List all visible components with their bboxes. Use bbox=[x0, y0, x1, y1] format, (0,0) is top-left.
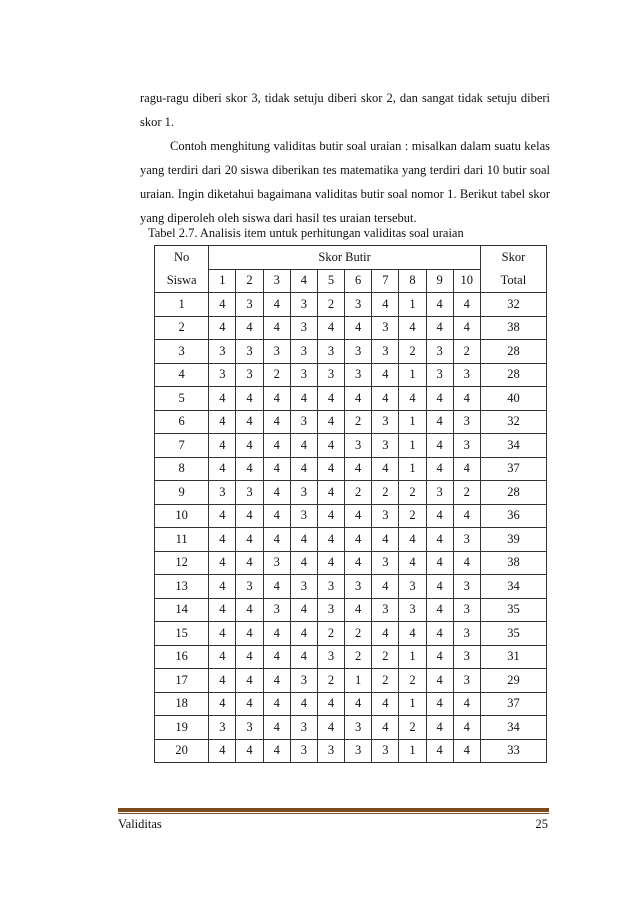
score-cell: 2 bbox=[345, 410, 372, 434]
score-cell: 3 bbox=[399, 598, 426, 622]
score-cell: 4 bbox=[263, 575, 290, 599]
table-row bbox=[155, 645, 547, 669]
score-cell: 4 bbox=[236, 645, 263, 669]
score-cell: 4 bbox=[317, 716, 344, 740]
score-cell: 4 bbox=[209, 528, 236, 552]
score-cell: 2 bbox=[453, 481, 480, 505]
total-score-cell: 29 bbox=[480, 669, 546, 693]
score-cell: 4 bbox=[399, 622, 426, 646]
score-cell: 4 bbox=[236, 739, 263, 763]
score-cell: 4 bbox=[317, 457, 344, 481]
score-cell: 2 bbox=[399, 504, 426, 528]
score-cell: 4 bbox=[317, 551, 344, 575]
score-cell: 3 bbox=[290, 739, 317, 763]
score-cell: 3 bbox=[453, 645, 480, 669]
table-row bbox=[155, 340, 547, 364]
score-cell: 3 bbox=[399, 575, 426, 599]
score-cell: 4 bbox=[263, 387, 290, 411]
score-cell: 1 bbox=[399, 363, 426, 387]
header-item-6: 6 bbox=[345, 269, 372, 293]
score-cell: 3 bbox=[453, 528, 480, 552]
score-cell: 4 bbox=[426, 434, 453, 458]
score-cell: 4 bbox=[290, 692, 317, 716]
score-cell: 4 bbox=[426, 692, 453, 716]
score-cell: 1 bbox=[399, 457, 426, 481]
score-cell: 4 bbox=[317, 504, 344, 528]
table-header-row-1 bbox=[155, 246, 547, 270]
score-cell: 3 bbox=[372, 316, 399, 340]
score-cell: 4 bbox=[209, 645, 236, 669]
header-item-2: 2 bbox=[236, 269, 263, 293]
table-caption: Tabel 2.7. Analisis item untuk perhitungan validitas soal uraian bbox=[148, 226, 464, 240]
score-cell: 2 bbox=[317, 293, 344, 317]
table-row bbox=[155, 457, 547, 481]
score-cell: 1 bbox=[399, 645, 426, 669]
student-number-cell: 16 bbox=[155, 645, 209, 669]
score-cell: 4 bbox=[263, 457, 290, 481]
score-cell: 3 bbox=[263, 598, 290, 622]
paragraph-example: Contoh menghitung validitas butir soal uraian : misalkan dalam suatu kelas yang terdiri dari 20 siswa diberikan tes matematika yang terdiri dari 10 butir soal uraian. Ingin diketahui bagaimana validitas butir soal nomor 1. Berikut tabel skor yang diperoleh oleh siswa dari hasil tes uraian tersebut. bbox=[140, 139, 550, 225]
score-cell: 4 bbox=[345, 504, 372, 528]
total-score-cell: 28 bbox=[480, 363, 546, 387]
score-cell: 4 bbox=[426, 645, 453, 669]
score-cell: 3 bbox=[372, 551, 399, 575]
score-cell: 4 bbox=[426, 598, 453, 622]
score-cell: 4 bbox=[372, 363, 399, 387]
score-cell: 4 bbox=[372, 575, 399, 599]
score-cell: 4 bbox=[236, 504, 263, 528]
score-cell: 4 bbox=[345, 692, 372, 716]
score-cell: 4 bbox=[290, 622, 317, 646]
score-cell: 4 bbox=[426, 528, 453, 552]
score-cell: 4 bbox=[209, 504, 236, 528]
score-cell: 3 bbox=[236, 481, 263, 505]
score-cell: 3 bbox=[345, 340, 372, 364]
score-cell: 4 bbox=[236, 598, 263, 622]
student-number-cell: 9 bbox=[155, 481, 209, 505]
footer-rule-thin bbox=[118, 813, 549, 814]
header-item-4: 4 bbox=[290, 269, 317, 293]
score-cell: 4 bbox=[426, 739, 453, 763]
score-cell: 3 bbox=[453, 669, 480, 693]
score-cell: 4 bbox=[263, 622, 290, 646]
score-cell: 4 bbox=[426, 622, 453, 646]
score-cell: 4 bbox=[426, 457, 453, 481]
score-cell: 3 bbox=[209, 481, 236, 505]
score-cell: 4 bbox=[453, 293, 480, 317]
score-cell: 4 bbox=[453, 504, 480, 528]
score-cell: 4 bbox=[345, 528, 372, 552]
score-cell: 4 bbox=[426, 410, 453, 434]
score-cell: 4 bbox=[317, 692, 344, 716]
score-cell: 4 bbox=[453, 316, 480, 340]
score-cell: 4 bbox=[317, 434, 344, 458]
student-number-cell: 1 bbox=[155, 293, 209, 317]
score-cell: 3 bbox=[372, 434, 399, 458]
score-cell: 4 bbox=[290, 457, 317, 481]
score-cell: 4 bbox=[263, 481, 290, 505]
score-cell: 2 bbox=[345, 645, 372, 669]
score-cell: 4 bbox=[263, 669, 290, 693]
score-cell: 3 bbox=[317, 598, 344, 622]
score-cell: 4 bbox=[236, 692, 263, 716]
score-cell: 3 bbox=[453, 575, 480, 599]
student-number-cell: 15 bbox=[155, 622, 209, 646]
score-cell: 4 bbox=[263, 716, 290, 740]
student-number-cell: 11 bbox=[155, 528, 209, 552]
score-cell: 3 bbox=[290, 669, 317, 693]
score-cell: 4 bbox=[317, 387, 344, 411]
score-cell: 2 bbox=[345, 622, 372, 646]
score-cell: 4 bbox=[290, 434, 317, 458]
student-number-cell: 8 bbox=[155, 457, 209, 481]
score-cell: 4 bbox=[317, 481, 344, 505]
header-item-5: 5 bbox=[317, 269, 344, 293]
score-cell: 4 bbox=[426, 316, 453, 340]
score-cell: 4 bbox=[236, 669, 263, 693]
score-cell: 4 bbox=[426, 575, 453, 599]
score-cell: 4 bbox=[290, 528, 317, 552]
header-skor-butir: Skor Butir bbox=[209, 246, 481, 270]
score-cell: 4 bbox=[372, 293, 399, 317]
score-cell: 2 bbox=[317, 622, 344, 646]
table-row bbox=[155, 598, 547, 622]
score-cell: 2 bbox=[372, 669, 399, 693]
score-cell: 3 bbox=[290, 716, 317, 740]
score-cell: 4 bbox=[453, 457, 480, 481]
score-cell: 4 bbox=[209, 434, 236, 458]
score-cell: 4 bbox=[263, 739, 290, 763]
score-cell: 4 bbox=[236, 622, 263, 646]
table-row bbox=[155, 739, 547, 763]
score-cell: 4 bbox=[209, 669, 236, 693]
score-cell: 4 bbox=[317, 410, 344, 434]
score-cell: 4 bbox=[372, 387, 399, 411]
total-score-cell: 31 bbox=[480, 645, 546, 669]
student-number-cell: 2 bbox=[155, 316, 209, 340]
student-number-cell: 7 bbox=[155, 434, 209, 458]
student-number-cell: 19 bbox=[155, 716, 209, 740]
score-cell: 3 bbox=[290, 575, 317, 599]
score-cell: 1 bbox=[399, 692, 426, 716]
student-number-cell: 4 bbox=[155, 363, 209, 387]
student-number-cell: 18 bbox=[155, 692, 209, 716]
score-cell: 3 bbox=[236, 340, 263, 364]
page-number: 25 bbox=[535, 817, 548, 831]
score-cell: 4 bbox=[345, 551, 372, 575]
score-cell: 2 bbox=[453, 340, 480, 364]
score-cell: 4 bbox=[263, 410, 290, 434]
score-cell: 1 bbox=[399, 410, 426, 434]
score-cell: 4 bbox=[426, 669, 453, 693]
score-cell: 4 bbox=[236, 316, 263, 340]
score-cell: 4 bbox=[209, 692, 236, 716]
score-cell: 4 bbox=[209, 316, 236, 340]
score-cell: 3 bbox=[453, 598, 480, 622]
score-cell: 4 bbox=[345, 387, 372, 411]
total-score-cell: 28 bbox=[480, 481, 546, 505]
score-cell: 4 bbox=[236, 434, 263, 458]
total-score-cell: 34 bbox=[480, 434, 546, 458]
score-cell: 3 bbox=[263, 551, 290, 575]
total-score-cell: 36 bbox=[480, 504, 546, 528]
score-cell: 4 bbox=[209, 622, 236, 646]
score-cell: 4 bbox=[209, 575, 236, 599]
score-cell: 4 bbox=[426, 293, 453, 317]
score-cell: 4 bbox=[209, 410, 236, 434]
score-cell: 4 bbox=[263, 645, 290, 669]
score-cell: 2 bbox=[399, 716, 426, 740]
score-cell: 4 bbox=[345, 457, 372, 481]
score-cell: 3 bbox=[345, 434, 372, 458]
table-header-row-2 bbox=[155, 269, 547, 293]
header-item-8: 8 bbox=[399, 269, 426, 293]
score-cell: 4 bbox=[290, 645, 317, 669]
student-number-cell: 12 bbox=[155, 551, 209, 575]
score-cell: 2 bbox=[372, 481, 399, 505]
table-row bbox=[155, 504, 547, 528]
score-cell: 3 bbox=[236, 575, 263, 599]
total-score-cell: 32 bbox=[480, 410, 546, 434]
paragraph-continued: ragu-ragu diberi skor 3, tidak setuju diberi skor 2, dan sangat tidak setuju diberi skor 1. bbox=[140, 91, 550, 129]
score-cell: 3 bbox=[290, 316, 317, 340]
score-cell: 3 bbox=[453, 410, 480, 434]
score-cell: 4 bbox=[236, 387, 263, 411]
score-cell: 4 bbox=[209, 293, 236, 317]
score-cell: 4 bbox=[399, 316, 426, 340]
score-cell: 3 bbox=[372, 598, 399, 622]
score-cell: 3 bbox=[236, 293, 263, 317]
score-cell: 3 bbox=[426, 340, 453, 364]
score-table bbox=[154, 245, 547, 763]
table-row bbox=[155, 575, 547, 599]
score-cell: 3 bbox=[317, 340, 344, 364]
total-score-cell: 39 bbox=[480, 528, 546, 552]
student-number-cell: 6 bbox=[155, 410, 209, 434]
total-score-cell: 33 bbox=[480, 739, 546, 763]
score-cell: 4 bbox=[317, 528, 344, 552]
score-cell: 3 bbox=[290, 363, 317, 387]
score-cell: 4 bbox=[426, 551, 453, 575]
score-cell: 4 bbox=[453, 387, 480, 411]
score-cell: 1 bbox=[345, 669, 372, 693]
score-cell: 3 bbox=[317, 363, 344, 387]
table-row bbox=[155, 434, 547, 458]
table-row bbox=[155, 387, 547, 411]
table-row bbox=[155, 481, 547, 505]
score-cell: 3 bbox=[236, 716, 263, 740]
score-cell: 3 bbox=[290, 410, 317, 434]
score-cell: 2 bbox=[399, 340, 426, 364]
header-siswa: Siswa bbox=[155, 269, 209, 293]
score-cell: 3 bbox=[290, 504, 317, 528]
score-cell: 2 bbox=[372, 645, 399, 669]
score-cell: 3 bbox=[426, 363, 453, 387]
score-cell: 3 bbox=[372, 410, 399, 434]
score-cell: 4 bbox=[263, 692, 290, 716]
score-cell: 3 bbox=[372, 504, 399, 528]
header-no: No bbox=[155, 246, 209, 270]
score-cell: 4 bbox=[372, 622, 399, 646]
score-cell: 4 bbox=[426, 716, 453, 740]
score-cell: 4 bbox=[263, 528, 290, 552]
header-item-7: 7 bbox=[372, 269, 399, 293]
total-score-cell: 35 bbox=[480, 598, 546, 622]
score-cell: 3 bbox=[453, 434, 480, 458]
score-cell: 3 bbox=[317, 645, 344, 669]
score-cell: 4 bbox=[290, 598, 317, 622]
total-score-cell: 32 bbox=[480, 293, 546, 317]
score-cell: 4 bbox=[453, 716, 480, 740]
header-total: Total bbox=[480, 269, 546, 293]
score-cell: 4 bbox=[345, 598, 372, 622]
footer-title: Validitas bbox=[118, 817, 162, 831]
score-cell: 4 bbox=[345, 316, 372, 340]
student-number-cell: 17 bbox=[155, 669, 209, 693]
score-cell: 4 bbox=[399, 528, 426, 552]
score-cell: 3 bbox=[426, 481, 453, 505]
score-cell: 2 bbox=[345, 481, 372, 505]
score-cell: 3 bbox=[372, 340, 399, 364]
score-cell: 4 bbox=[426, 504, 453, 528]
total-score-cell: 34 bbox=[480, 575, 546, 599]
score-cell: 4 bbox=[236, 457, 263, 481]
score-cell: 1 bbox=[399, 434, 426, 458]
table-body bbox=[155, 293, 547, 763]
score-cell: 3 bbox=[317, 739, 344, 763]
table-row bbox=[155, 316, 547, 340]
student-number-cell: 20 bbox=[155, 739, 209, 763]
table-row bbox=[155, 551, 547, 575]
score-cell: 4 bbox=[236, 410, 263, 434]
score-cell: 3 bbox=[209, 363, 236, 387]
score-cell: 3 bbox=[236, 363, 263, 387]
score-cell: 3 bbox=[372, 739, 399, 763]
score-cell: 4 bbox=[209, 598, 236, 622]
score-cell: 4 bbox=[209, 387, 236, 411]
total-score-cell: 38 bbox=[480, 316, 546, 340]
table-row bbox=[155, 363, 547, 387]
score-cell: 3 bbox=[453, 622, 480, 646]
student-number-cell: 5 bbox=[155, 387, 209, 411]
table-row bbox=[155, 293, 547, 317]
student-number-cell: 13 bbox=[155, 575, 209, 599]
score-cell: 1 bbox=[399, 739, 426, 763]
total-score-cell: 38 bbox=[480, 551, 546, 575]
score-cell: 4 bbox=[399, 387, 426, 411]
score-cell: 4 bbox=[290, 551, 317, 575]
score-cell: 3 bbox=[345, 293, 372, 317]
score-cell: 4 bbox=[453, 551, 480, 575]
table-row bbox=[155, 716, 547, 740]
score-cell: 4 bbox=[453, 739, 480, 763]
total-score-cell: 28 bbox=[480, 340, 546, 364]
score-cell: 4 bbox=[372, 692, 399, 716]
header-item-3: 3 bbox=[263, 269, 290, 293]
total-score-cell: 34 bbox=[480, 716, 546, 740]
score-cell: 3 bbox=[290, 340, 317, 364]
score-cell: 4 bbox=[236, 551, 263, 575]
score-cell: 3 bbox=[453, 363, 480, 387]
score-cell: 3 bbox=[345, 739, 372, 763]
score-cell: 3 bbox=[345, 363, 372, 387]
header-item-1: 1 bbox=[209, 269, 236, 293]
score-cell: 4 bbox=[263, 504, 290, 528]
score-cell: 1 bbox=[399, 293, 426, 317]
total-score-cell: 40 bbox=[480, 387, 546, 411]
score-cell: 4 bbox=[209, 739, 236, 763]
footer-rule-thick bbox=[118, 808, 549, 812]
score-cell: 3 bbox=[317, 575, 344, 599]
header-item-10: 10 bbox=[453, 269, 480, 293]
score-cell: 4 bbox=[209, 457, 236, 481]
score-cell: 3 bbox=[209, 340, 236, 364]
score-cell: 4 bbox=[453, 692, 480, 716]
score-cell: 4 bbox=[399, 551, 426, 575]
score-cell: 4 bbox=[290, 387, 317, 411]
score-cell: 3 bbox=[263, 340, 290, 364]
score-cell: 4 bbox=[236, 528, 263, 552]
score-cell: 2 bbox=[399, 481, 426, 505]
header-item-9: 9 bbox=[426, 269, 453, 293]
student-number-cell: 14 bbox=[155, 598, 209, 622]
score-cell: 3 bbox=[345, 575, 372, 599]
score-cell: 2 bbox=[263, 363, 290, 387]
score-cell: 2 bbox=[317, 669, 344, 693]
score-cell: 3 bbox=[345, 716, 372, 740]
header-skor: Skor bbox=[480, 246, 546, 270]
score-cell: 4 bbox=[317, 316, 344, 340]
score-cell: 4 bbox=[263, 316, 290, 340]
score-cell: 3 bbox=[209, 716, 236, 740]
score-cell: 3 bbox=[290, 293, 317, 317]
student-number-cell: 10 bbox=[155, 504, 209, 528]
total-score-cell: 35 bbox=[480, 622, 546, 646]
score-cell: 4 bbox=[209, 551, 236, 575]
table-row bbox=[155, 622, 547, 646]
score-cell: 3 bbox=[290, 481, 317, 505]
score-cell: 2 bbox=[399, 669, 426, 693]
table-row bbox=[155, 692, 547, 716]
score-cell: 4 bbox=[372, 528, 399, 552]
total-score-cell: 37 bbox=[480, 457, 546, 481]
score-cell: 4 bbox=[426, 387, 453, 411]
score-cell: 4 bbox=[372, 716, 399, 740]
score-cell: 4 bbox=[372, 457, 399, 481]
table-row bbox=[155, 410, 547, 434]
table-row bbox=[155, 669, 547, 693]
score-cell: 4 bbox=[263, 293, 290, 317]
total-score-cell: 37 bbox=[480, 692, 546, 716]
student-number-cell: 3 bbox=[155, 340, 209, 364]
table-row bbox=[155, 528, 547, 552]
score-cell: 4 bbox=[263, 434, 290, 458]
